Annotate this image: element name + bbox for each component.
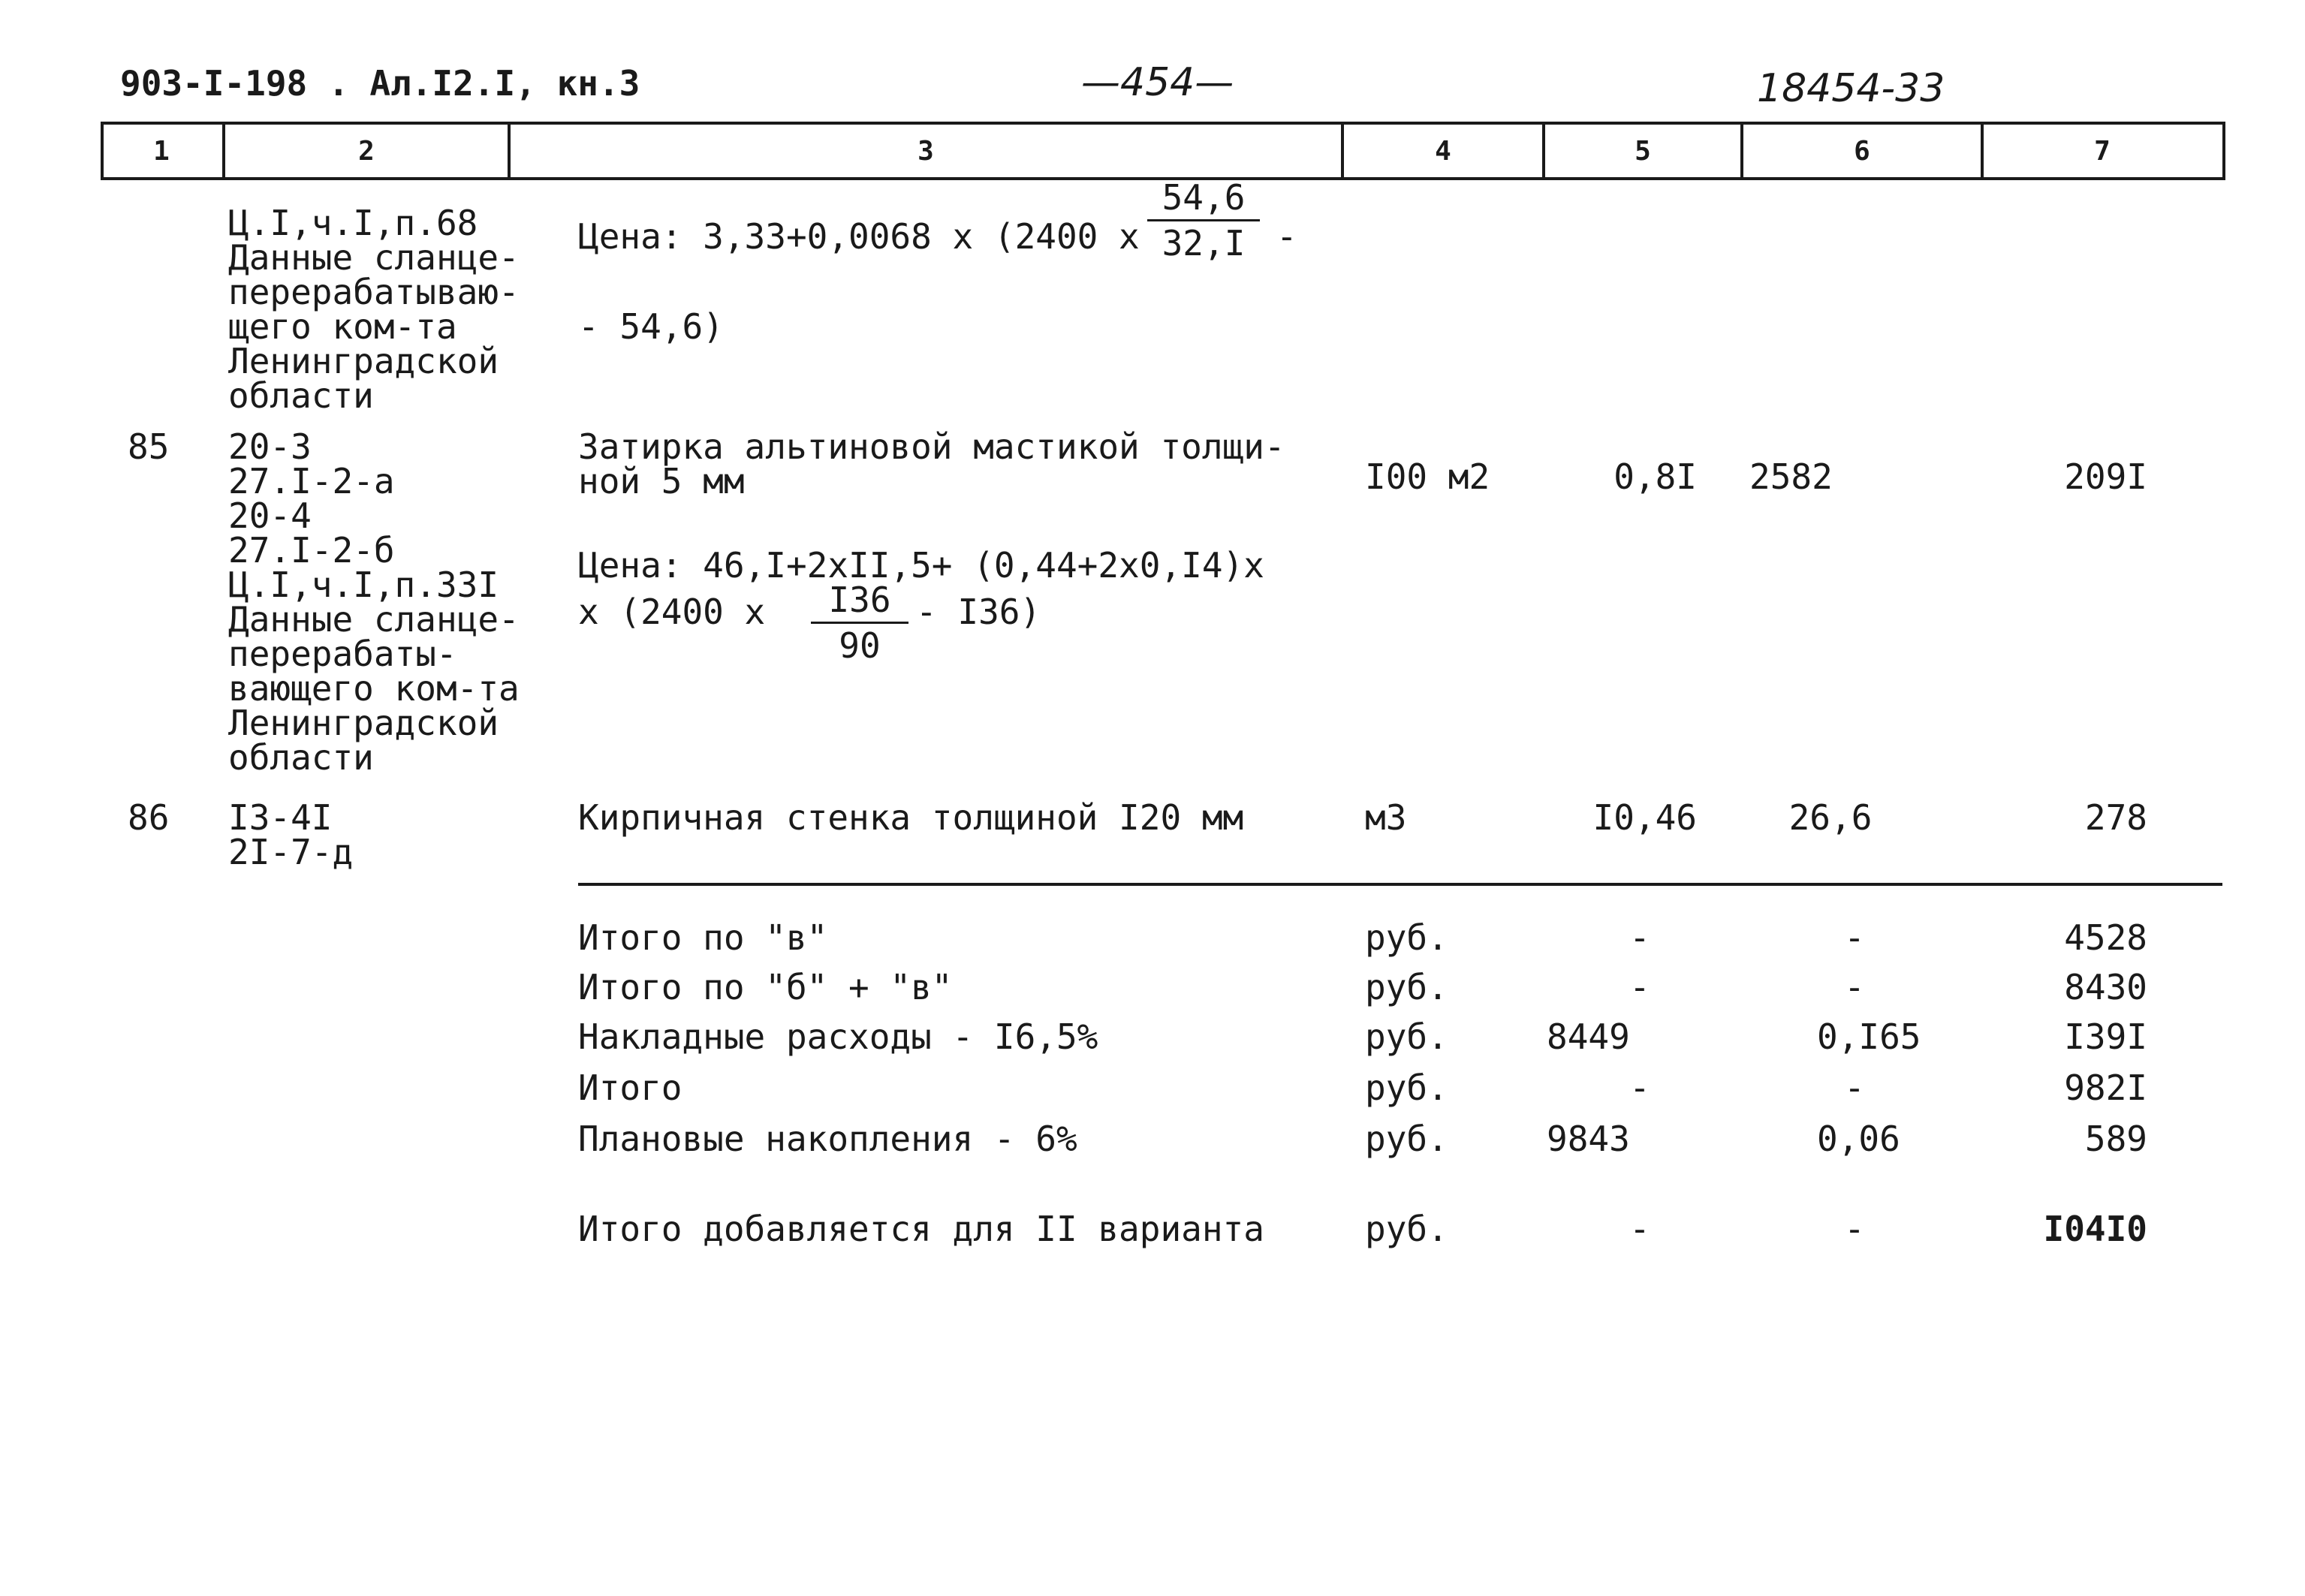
fraction-bar — [811, 622, 908, 624]
row-continuation-price-line2: - 54,6) — [578, 306, 724, 347]
column-header-5: 5 — [1542, 125, 1740, 177]
total-rate: - — [1844, 917, 1865, 958]
column-header-3: 3 — [508, 125, 1341, 177]
total-unit: руб. — [1365, 917, 1448, 958]
column-header-6: 6 — [1740, 125, 1981, 177]
total-base: 8449 — [1547, 1016, 1630, 1057]
total-label: Плановые накопления - 6% — [578, 1119, 1077, 1159]
column-header-1: 1 — [153, 135, 170, 167]
total-value: 589 — [2084, 1119, 2147, 1159]
total-unit: руб. — [1365, 1068, 1448, 1108]
total-label: Итого по "в" — [578, 917, 828, 958]
grand-total-base: - — [1629, 1209, 1650, 1249]
row-86-price: 26,6 — [1788, 797, 1873, 838]
grand-total-value: I04I0 — [2043, 1209, 2147, 1249]
row-85-quantity: 0,8I — [1614, 456, 1697, 497]
total-value: 4528 — [2064, 917, 2147, 958]
total-rate: 0,I65 — [1817, 1016, 1921, 1057]
row-85-price: 2582 — [1749, 456, 1833, 497]
grand-total-label: Итого добавляется для II варианта — [578, 1209, 1264, 1249]
column-header-7: 7 — [1981, 125, 2221, 177]
row-86-number: 86 — [128, 797, 170, 838]
fraction-numerator: I36 — [828, 580, 891, 620]
grand-total-rate: - — [1844, 1209, 1865, 1249]
fraction-numerator: 54,6 — [1162, 177, 1246, 218]
total-rate: - — [1844, 1068, 1865, 1108]
grand-total-unit: руб. — [1365, 1209, 1448, 1249]
total-base: 9843 — [1547, 1119, 1630, 1159]
total-base: - — [1629, 967, 1650, 1007]
total-label: Накладные расходы - I6,5% — [578, 1016, 1098, 1057]
row-85-price-line2-prefix: х (2400 х — [578, 592, 766, 632]
row-86-unit: м3 — [1365, 797, 1407, 838]
fraction-bar — [1147, 219, 1260, 221]
total-value: I39I — [2064, 1016, 2147, 1057]
total-base: - — [1629, 917, 1650, 958]
row-85-price-fraction — [811, 580, 908, 666]
total-rate: 0,06 — [1817, 1119, 1900, 1159]
total-unit: руб. — [1365, 967, 1448, 1007]
total-value: 982I — [2064, 1068, 2147, 1108]
total-base: - — [1629, 1068, 1650, 1108]
row-85-basis: 20-3 27.I-2-а 20-4 27.I-2-б Ц.I,ч.I,п.33I Данные сланце- перерабаты- вающего ком-та Ленинградской области — [228, 426, 520, 778]
row-85-name: Затирка альтиновой мастикой толщи- ной 5 мм — [578, 426, 1285, 501]
page-number: —454— — [1081, 60, 1234, 105]
row-continuation-basis: Ц.I,ч.I,п.68 Данные сланце- перерабатываю- щего ком-та Ленинградской области — [228, 203, 520, 416]
row-continuation-price-prefix: Цена: 3,33+0,0068 х (2400 х — [578, 216, 1140, 257]
total-unit: руб. — [1365, 1016, 1448, 1057]
fraction-denominator: 32,I — [1162, 223, 1246, 263]
row-continuation-price-suffix: - — [1276, 216, 1297, 257]
row-86-cost: 278 — [2084, 797, 2147, 838]
total-label: Итого — [578, 1068, 682, 1108]
total-value: 8430 — [2064, 967, 2147, 1007]
row-86-quantity: I0,46 — [1592, 797, 1697, 838]
total-rate: - — [1844, 967, 1865, 1007]
total-label: Итого по "б" + "в" — [578, 967, 953, 1007]
registration-number: 18454-33 — [1757, 66, 1945, 111]
column-header-4: 4 — [1341, 125, 1542, 177]
row-continuation-price-fraction — [1147, 177, 1260, 263]
row-85-unit: I00 м2 — [1365, 456, 1490, 497]
total-unit: руб. — [1365, 1119, 1448, 1159]
row-86-name: Кирпичная стенка толщиной I20 мм — [578, 797, 1244, 838]
row-85-price-line2-suffix: - I36) — [916, 592, 1041, 632]
column-header-2: 2 — [222, 125, 508, 177]
row-85-price-line1: Цена: 46,I+2хII,5+ (0,44+2х0,I4)х — [578, 545, 1264, 586]
fraction-denominator: 90 — [839, 625, 881, 666]
totals-divider — [578, 883, 2222, 886]
row-85-number: 85 — [128, 426, 170, 467]
document-code: 903-I-198 . Ал.I2.I, кн.3 — [120, 63, 640, 104]
row-85-cost: 209I — [2064, 456, 2147, 497]
row-86-basis: I3-4I 2I-7-д — [228, 797, 354, 872]
